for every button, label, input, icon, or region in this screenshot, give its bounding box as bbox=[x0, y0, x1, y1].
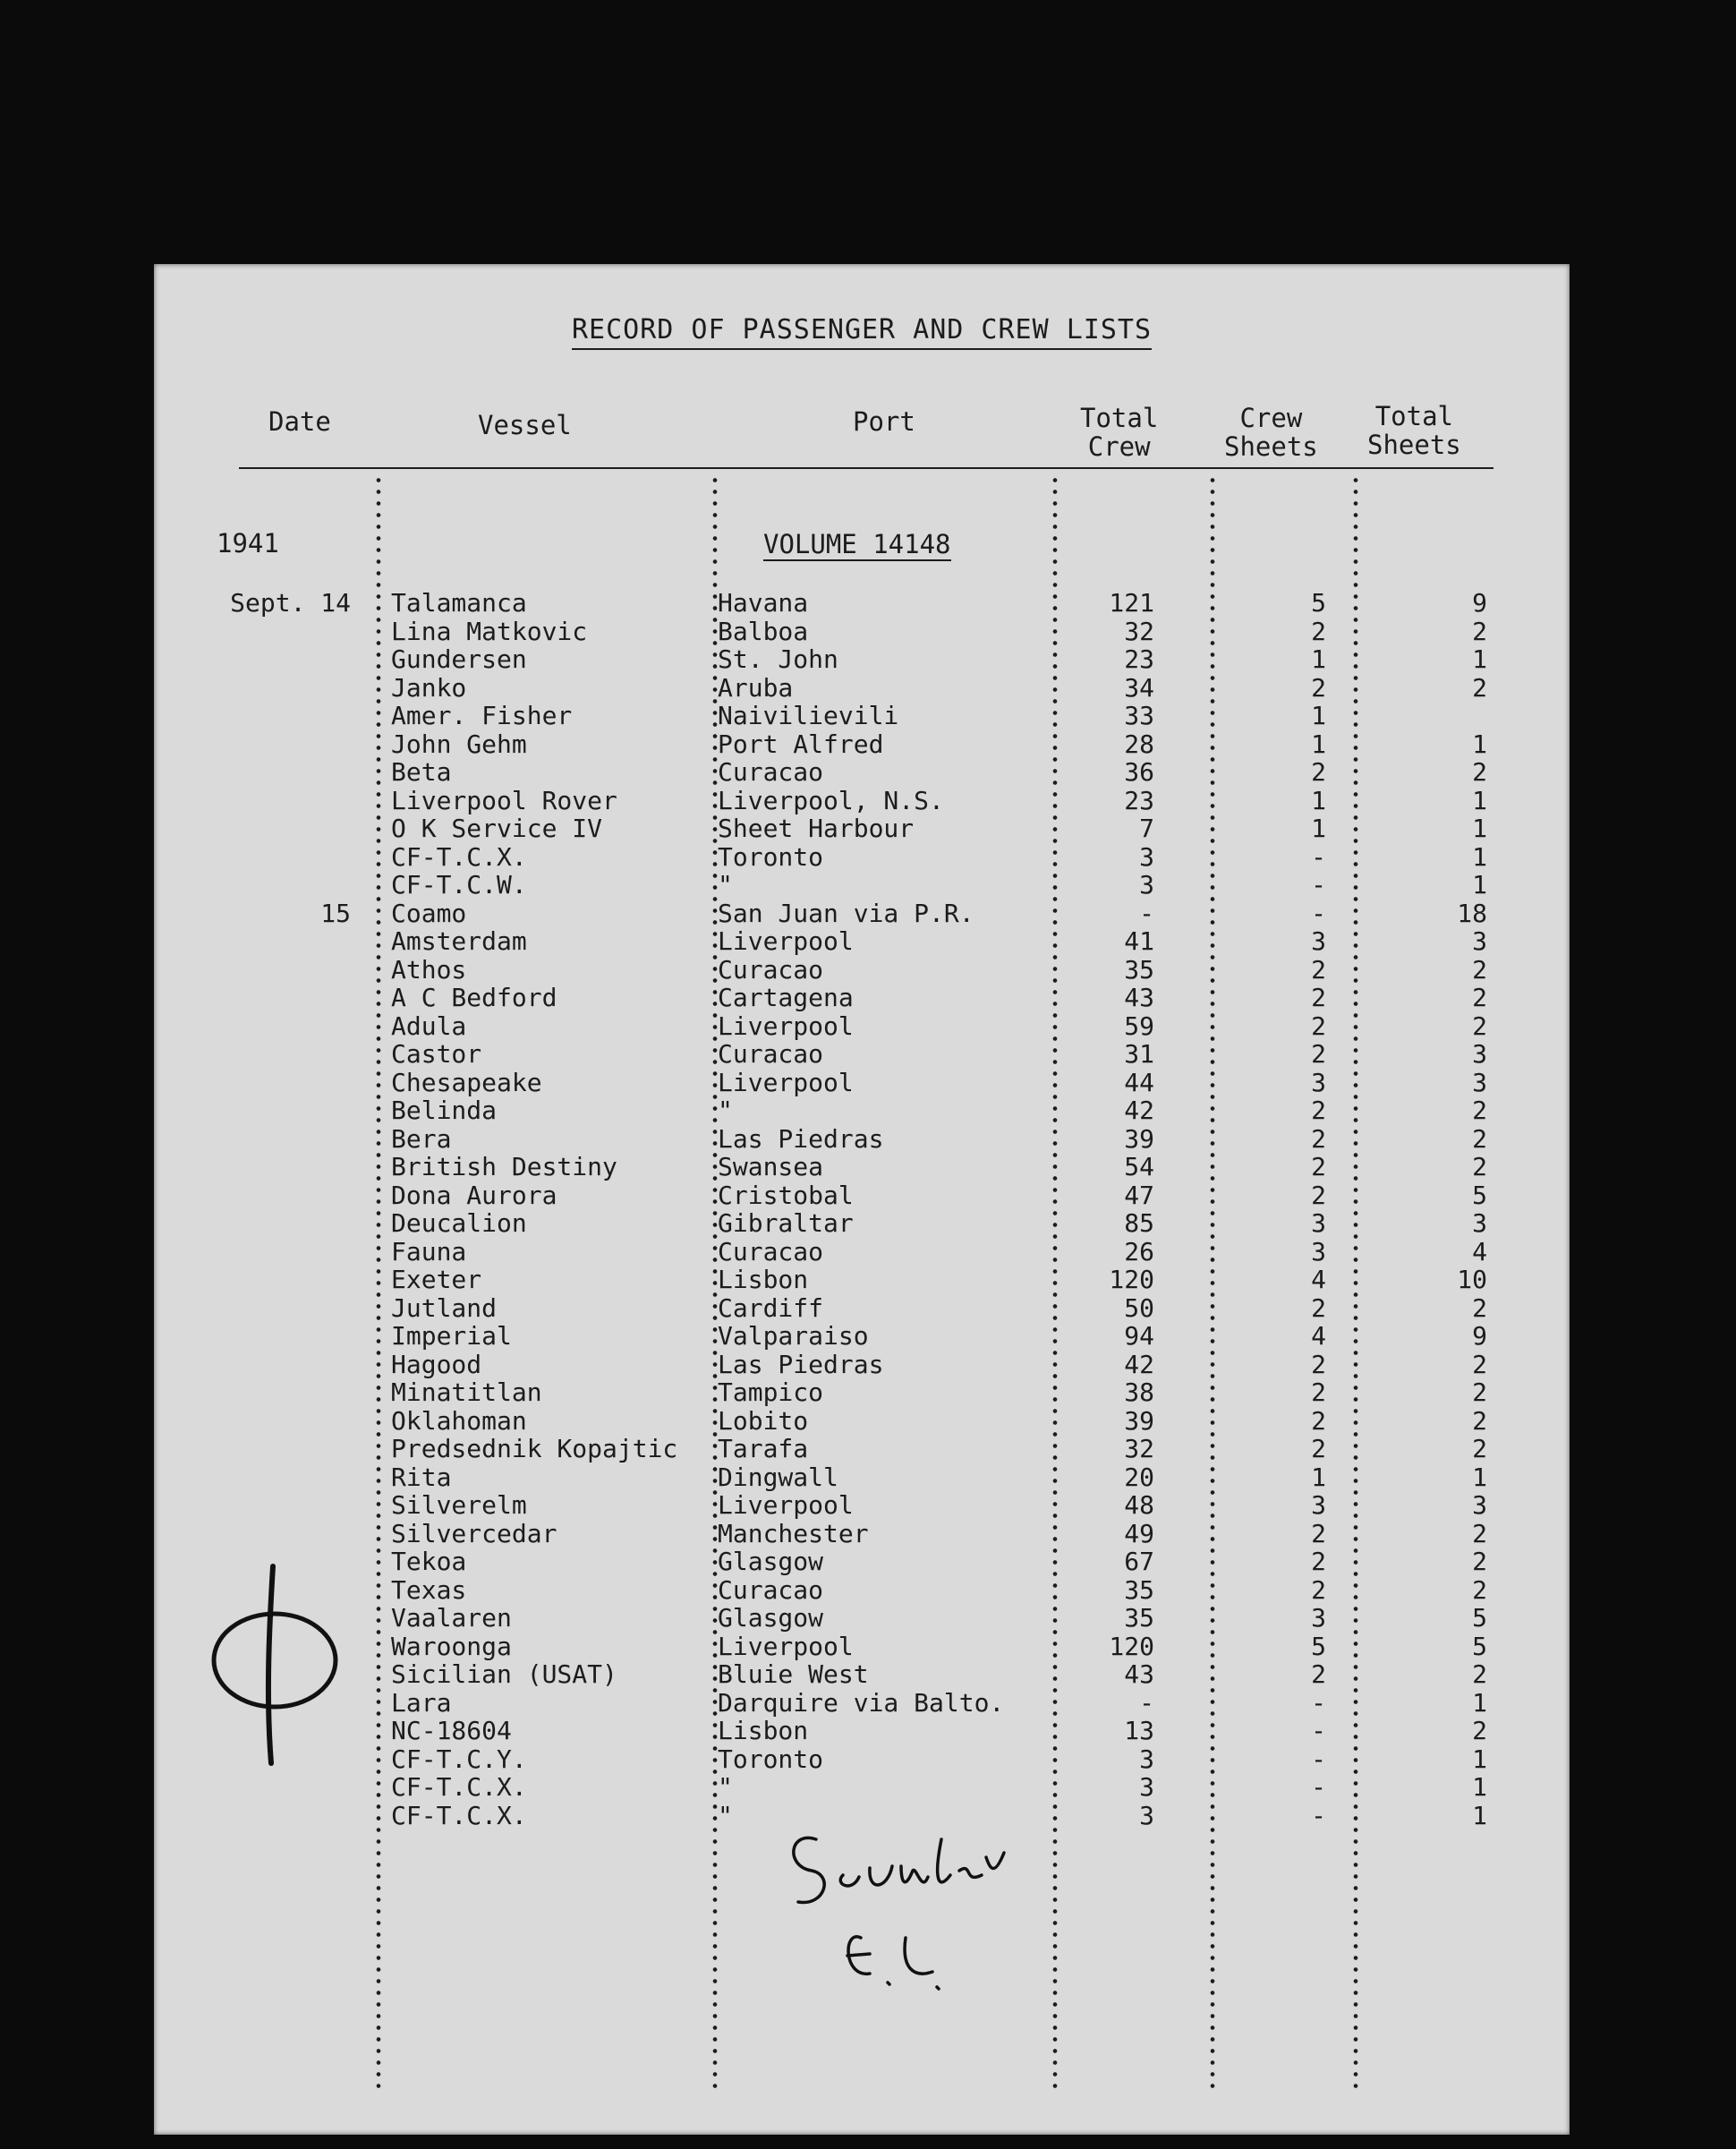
row-crew-sheets: 2 bbox=[1311, 1659, 1326, 1689]
table-row bbox=[154, 927, 1570, 955]
row-vessel: Vaalaren bbox=[391, 1603, 512, 1633]
row-total-sheets: 2 bbox=[1472, 1123, 1487, 1154]
table-row bbox=[154, 1633, 1570, 1660]
table-row bbox=[154, 1773, 1570, 1801]
row-vessel: Lina Matkovic bbox=[391, 616, 588, 646]
row-port: St. John bbox=[718, 644, 838, 674]
row-total-sheets: 2 bbox=[1472, 1518, 1487, 1548]
table-row bbox=[154, 984, 1570, 1011]
row-total-sheets: 9 bbox=[1472, 588, 1487, 618]
row-crew-sheets: 1 bbox=[1311, 644, 1326, 674]
row-port: Cartagena bbox=[718, 983, 854, 1012]
row-port: Curacao bbox=[718, 1236, 824, 1266]
table-row bbox=[154, 1153, 1570, 1181]
row-total-crew: 26 bbox=[1124, 1236, 1154, 1266]
row-crew-sheets: 2 bbox=[1311, 1405, 1326, 1436]
row-total-crew: 94 bbox=[1124, 1321, 1154, 1351]
row-vessel: Belinda bbox=[391, 1096, 498, 1125]
table-row bbox=[154, 1717, 1570, 1744]
row-total-sheets: 1 bbox=[1472, 870, 1487, 900]
table-row bbox=[154, 1576, 1570, 1604]
row-port: Liverpool bbox=[718, 1011, 854, 1041]
row-port: Darquire via Balto. bbox=[718, 1687, 1005, 1718]
row-vessel: Hagood bbox=[391, 1349, 482, 1379]
row-vessel: O K Service IV bbox=[391, 814, 603, 843]
row-total-crew: 44 bbox=[1124, 1067, 1154, 1097]
row-port: Curacao bbox=[718, 1574, 824, 1605]
row-vessel: Janko bbox=[391, 672, 467, 703]
row-vessel: Amsterdam bbox=[391, 926, 527, 956]
row-crew-sheets: 2 bbox=[1311, 1011, 1326, 1041]
row-total-sheets: 2 bbox=[1472, 672, 1487, 703]
row-total-crew: 67 bbox=[1124, 1547, 1154, 1576]
row-total-sheets: 2 bbox=[1472, 1434, 1487, 1463]
row-total-sheets: 2 bbox=[1472, 954, 1487, 985]
row-port: " bbox=[718, 870, 733, 900]
table-row bbox=[154, 1604, 1570, 1632]
row-total-sheets: 5 bbox=[1472, 1180, 1487, 1210]
row-port: Lobito bbox=[718, 1405, 809, 1436]
row-total-sheets: 2 bbox=[1472, 1349, 1487, 1379]
row-port: Tarafa bbox=[718, 1434, 809, 1463]
row-port: Bluie West bbox=[718, 1659, 869, 1689]
row-total-crew: 41 bbox=[1124, 926, 1154, 956]
row-crew-sheets: 1 bbox=[1311, 814, 1326, 843]
row-total-crew: 36 bbox=[1124, 757, 1154, 787]
row-crew-sheets: - bbox=[1311, 870, 1326, 900]
row-vessel: CF-T.C.X. bbox=[391, 1772, 527, 1802]
row-port: Cristobal bbox=[718, 1180, 854, 1210]
row-port: Toronto bbox=[718, 841, 824, 872]
row-total-sheets: 2 bbox=[1472, 616, 1487, 646]
row-vessel: Texas bbox=[391, 1574, 467, 1605]
row-port: Liverpool bbox=[718, 1631, 854, 1661]
row-vessel: Tekoa bbox=[391, 1547, 467, 1576]
table-row bbox=[154, 1491, 1570, 1519]
row-total-sheets: 2 bbox=[1472, 1547, 1487, 1576]
row-port: Cardiff bbox=[718, 1292, 824, 1323]
row-crew-sheets: 2 bbox=[1311, 983, 1326, 1012]
row-total-crew: 32 bbox=[1124, 1434, 1154, 1463]
table-row bbox=[154, 1012, 1570, 1040]
table-row bbox=[154, 1322, 1570, 1350]
row-vessel: Sicilian (USAT) bbox=[391, 1659, 617, 1689]
row-total-crew: 31 bbox=[1124, 1039, 1154, 1069]
row-vessel: Exeter bbox=[391, 1265, 482, 1294]
row-vessel: Talamanca bbox=[391, 588, 527, 618]
row-crew-sheets: - bbox=[1311, 1744, 1326, 1774]
row-total-crew: 42 bbox=[1124, 1096, 1154, 1125]
header-total-crew: Total Crew bbox=[1080, 403, 1159, 462]
row-crew-sheets: 2 bbox=[1311, 1096, 1326, 1125]
row-total-crew: 32 bbox=[1124, 616, 1154, 646]
row-vessel: Imperial bbox=[391, 1321, 512, 1351]
row-total-crew: 47 bbox=[1124, 1180, 1154, 1210]
table-row bbox=[154, 1266, 1570, 1293]
row-crew-sheets: 2 bbox=[1311, 1123, 1326, 1154]
row-port: " bbox=[718, 1772, 733, 1802]
row-total-sheets: 1 bbox=[1472, 1744, 1487, 1774]
row-port: Liverpool, N.S. bbox=[718, 785, 944, 815]
row-total-sheets: 2 bbox=[1472, 1716, 1487, 1745]
row-total-sheets: 1 bbox=[1472, 785, 1487, 815]
row-total-crew: 54 bbox=[1124, 1152, 1154, 1181]
table-row bbox=[154, 814, 1570, 842]
row-crew-sheets: 3 bbox=[1311, 1603, 1326, 1633]
row-total-crew: 35 bbox=[1124, 954, 1154, 985]
table-row bbox=[154, 1181, 1570, 1209]
row-total-sheets: 2 bbox=[1472, 1574, 1487, 1605]
row-vessel: Coamo bbox=[391, 898, 467, 928]
row-vessel: Waroonga bbox=[391, 1631, 512, 1661]
row-vessel: Predsednik Kopajtic bbox=[391, 1434, 678, 1463]
row-vessel: Lara bbox=[391, 1687, 452, 1718]
row-total-sheets: 1 bbox=[1472, 644, 1487, 674]
row-total-sheets: 1 bbox=[1472, 841, 1487, 872]
header-crew-sheets: Crew Sheets bbox=[1224, 403, 1318, 462]
row-total-sheets: 9 bbox=[1472, 1321, 1487, 1351]
row-vessel: British Destiny bbox=[391, 1152, 617, 1181]
row-crew-sheets: 2 bbox=[1311, 757, 1326, 787]
row-port: Curacao bbox=[718, 954, 824, 985]
row-vessel: Deucalion bbox=[391, 1208, 527, 1238]
row-port: Liverpool bbox=[718, 1490, 854, 1520]
row-total-sheets: 2 bbox=[1472, 1096, 1487, 1125]
table-row bbox=[154, 787, 1570, 814]
row-crew-sheets: 2 bbox=[1311, 1039, 1326, 1069]
row-port: Tampico bbox=[718, 1377, 824, 1407]
row-total-sheets: 3 bbox=[1472, 1490, 1487, 1520]
row-total-sheets: 2 bbox=[1472, 757, 1487, 787]
row-total-crew: - bbox=[1139, 1687, 1154, 1718]
row-vessel: Rita bbox=[391, 1462, 452, 1492]
table-row bbox=[154, 1069, 1570, 1096]
row-total-sheets: 18 bbox=[1457, 898, 1487, 928]
row-total-crew: 35 bbox=[1124, 1574, 1154, 1605]
row-vessel: Chesapeake bbox=[391, 1067, 542, 1097]
table-row bbox=[154, 618, 1570, 645]
row-total-sheets: 5 bbox=[1472, 1603, 1487, 1633]
row-total-sheets: 1 bbox=[1472, 1772, 1487, 1802]
row-total-sheets: 2 bbox=[1472, 1405, 1487, 1436]
row-port: Lisbon bbox=[718, 1716, 809, 1745]
row-total-sheets: 3 bbox=[1472, 926, 1487, 956]
row-port: Toronto bbox=[718, 1744, 824, 1774]
row-total-crew: 33 bbox=[1124, 701, 1154, 730]
row-crew-sheets: 2 bbox=[1311, 1180, 1326, 1210]
table-row bbox=[154, 702, 1570, 729]
row-vessel: Gundersen bbox=[391, 644, 527, 674]
row-total-sheets: 4 bbox=[1472, 1236, 1487, 1266]
row-port: Glasgow bbox=[718, 1603, 824, 1633]
row-total-sheets: 2 bbox=[1472, 983, 1487, 1012]
row-total-crew: 3 bbox=[1139, 870, 1154, 900]
row-total-sheets: 2 bbox=[1472, 1011, 1487, 1041]
header-vessel: Vessel bbox=[478, 410, 572, 440]
row-vessel: Athos bbox=[391, 954, 467, 985]
row-crew-sheets: - bbox=[1311, 898, 1326, 928]
row-crew-sheets: - bbox=[1311, 1716, 1326, 1745]
row-total-crew: 85 bbox=[1124, 1208, 1154, 1238]
row-crew-sheets: - bbox=[1311, 1687, 1326, 1718]
row-total-sheets: 3 bbox=[1472, 1067, 1487, 1097]
row-vessel: CF-T.C.X. bbox=[391, 1800, 527, 1830]
row-vessel: Fauna bbox=[391, 1236, 467, 1266]
row-total-sheets: 1 bbox=[1472, 1800, 1487, 1830]
table-row bbox=[154, 1435, 1570, 1463]
table-row bbox=[154, 1548, 1570, 1575]
year-label: 1941 bbox=[217, 528, 279, 559]
table-row bbox=[154, 589, 1570, 617]
row-vessel: Liverpool Rover bbox=[391, 785, 617, 815]
row-vessel: Bera bbox=[391, 1123, 452, 1154]
row-crew-sheets: 3 bbox=[1311, 1236, 1326, 1266]
row-vessel: Oklahoman bbox=[391, 1405, 527, 1436]
row-vessel: Adula bbox=[391, 1011, 467, 1041]
row-port: Curacao bbox=[718, 1039, 824, 1069]
row-total-crew: 23 bbox=[1124, 785, 1154, 815]
volume-label: VOLUME 14148 bbox=[763, 529, 951, 559]
table-row bbox=[154, 1040, 1570, 1068]
row-total-sheets: 5 bbox=[1472, 1631, 1487, 1661]
row-total-sheets: 2 bbox=[1472, 1377, 1487, 1407]
row-total-sheets: 1 bbox=[1472, 1687, 1487, 1718]
row-vessel: Jutland bbox=[391, 1292, 498, 1323]
row-vessel: Castor bbox=[391, 1039, 482, 1069]
row-crew-sheets: 1 bbox=[1311, 785, 1326, 815]
row-port: Liverpool bbox=[718, 1067, 854, 1097]
row-port: Lisbon bbox=[718, 1265, 809, 1294]
row-port: Valparaiso bbox=[718, 1321, 869, 1351]
row-port: Las Piedras bbox=[718, 1123, 884, 1154]
table-row bbox=[154, 871, 1570, 899]
row-total-crew: 50 bbox=[1124, 1292, 1154, 1323]
row-vessel: Minatitlan bbox=[391, 1377, 542, 1407]
row-total-crew: 3 bbox=[1139, 1800, 1154, 1830]
row-vessel: Silverelm bbox=[391, 1490, 527, 1520]
row-total-sheets: 1 bbox=[1472, 1462, 1487, 1492]
row-total-crew: 59 bbox=[1124, 1011, 1154, 1041]
row-total-crew: 3 bbox=[1139, 1744, 1154, 1774]
row-total-crew: 13 bbox=[1124, 1716, 1154, 1745]
header-date: Date bbox=[268, 406, 331, 437]
record-page bbox=[154, 264, 1570, 2135]
row-total-sheets: 1 bbox=[1472, 729, 1487, 759]
row-total-crew: 20 bbox=[1124, 1462, 1154, 1492]
table-row bbox=[154, 1125, 1570, 1153]
row-crew-sheets: 2 bbox=[1311, 672, 1326, 703]
row-total-sheets: 2 bbox=[1472, 1659, 1487, 1689]
row-crew-sheets: 2 bbox=[1311, 616, 1326, 646]
row-vessel: A C Bedford bbox=[391, 983, 557, 1012]
row-total-sheets: 1 bbox=[1472, 814, 1487, 843]
row-total-crew: 120 bbox=[1109, 1631, 1154, 1661]
header-rule bbox=[239, 467, 1493, 469]
row-total-crew: 121 bbox=[1109, 588, 1154, 618]
row-port: Liverpool bbox=[718, 926, 854, 956]
row-date: 15 bbox=[320, 898, 351, 928]
row-port: Gibraltar bbox=[718, 1208, 854, 1238]
row-port: " bbox=[718, 1096, 733, 1125]
row-crew-sheets: 5 bbox=[1311, 588, 1326, 618]
row-port: Naivilievili bbox=[718, 701, 899, 730]
row-crew-sheets: 1 bbox=[1311, 1462, 1326, 1492]
row-port: Las Piedras bbox=[718, 1349, 884, 1379]
row-port: Aruba bbox=[718, 672, 794, 703]
row-total-crew: 7 bbox=[1139, 814, 1154, 843]
row-vessel: NC-18604 bbox=[391, 1716, 512, 1745]
table-row bbox=[154, 730, 1570, 758]
row-total-sheets: 3 bbox=[1472, 1208, 1487, 1238]
row-port: Balboa bbox=[718, 616, 809, 646]
table-row bbox=[154, 645, 1570, 673]
row-crew-sheets: 2 bbox=[1311, 954, 1326, 985]
table-row bbox=[154, 843, 1570, 871]
row-port: Swansea bbox=[718, 1152, 824, 1181]
row-crew-sheets: 2 bbox=[1311, 1434, 1326, 1463]
row-crew-sheets: 2 bbox=[1311, 1518, 1326, 1548]
row-total-crew: 43 bbox=[1124, 983, 1154, 1012]
row-port: " bbox=[718, 1800, 733, 1830]
row-port: Port Alfred bbox=[718, 729, 884, 759]
table-row bbox=[154, 1407, 1570, 1435]
table-row bbox=[154, 1463, 1570, 1491]
page-title: RECORD OF PASSENGER AND CREW LISTS bbox=[154, 314, 1570, 345]
table-row bbox=[154, 1660, 1570, 1688]
table-row bbox=[154, 674, 1570, 702]
table-row bbox=[154, 1238, 1570, 1266]
row-total-crew: 34 bbox=[1124, 672, 1154, 703]
handwritten-mark-icon bbox=[203, 1562, 346, 1768]
row-port: Dingwall bbox=[718, 1462, 838, 1492]
row-total-crew: 43 bbox=[1124, 1659, 1154, 1689]
row-port: Manchester bbox=[718, 1518, 869, 1548]
row-crew-sheets: - bbox=[1311, 841, 1326, 872]
row-vessel: CF-T.C.W. bbox=[391, 870, 527, 900]
handwritten-signature-icon bbox=[780, 1821, 1013, 2000]
table-row bbox=[154, 900, 1570, 927]
row-total-crew: 28 bbox=[1124, 729, 1154, 759]
row-crew-sheets: 4 bbox=[1311, 1265, 1326, 1294]
header-port: Port bbox=[853, 406, 915, 437]
row-crew-sheets: 1 bbox=[1311, 729, 1326, 759]
row-vessel: John Gehm bbox=[391, 729, 527, 759]
row-total-crew: 120 bbox=[1109, 1265, 1154, 1294]
table-row bbox=[154, 1294, 1570, 1322]
row-total-crew: 39 bbox=[1124, 1405, 1154, 1436]
table-row bbox=[154, 1689, 1570, 1717]
table-row bbox=[154, 1209, 1570, 1237]
row-crew-sheets: 2 bbox=[1311, 1152, 1326, 1181]
row-vessel: Amer. Fisher bbox=[391, 701, 573, 730]
row-port: Curacao bbox=[718, 757, 824, 787]
row-crew-sheets: 3 bbox=[1311, 926, 1326, 956]
row-total-crew: 49 bbox=[1124, 1518, 1154, 1548]
row-total-sheets: 2 bbox=[1472, 1152, 1487, 1181]
table-row bbox=[154, 758, 1570, 786]
row-total-crew: 42 bbox=[1124, 1349, 1154, 1379]
table-row bbox=[154, 1520, 1570, 1548]
row-port: San Juan via P.R. bbox=[718, 898, 974, 928]
row-date: Sept. 14 bbox=[230, 588, 351, 618]
row-crew-sheets: 2 bbox=[1311, 1574, 1326, 1605]
row-port: Havana bbox=[718, 588, 809, 618]
table-row bbox=[154, 1096, 1570, 1124]
row-crew-sheets: 5 bbox=[1311, 1631, 1326, 1661]
table-row bbox=[154, 1378, 1570, 1406]
row-total-sheets: 2 bbox=[1472, 1292, 1487, 1323]
row-crew-sheets: - bbox=[1311, 1772, 1326, 1802]
row-vessel: CF-T.C.X. bbox=[391, 841, 527, 872]
row-total-crew: - bbox=[1139, 898, 1154, 928]
row-crew-sheets: 1 bbox=[1311, 701, 1326, 730]
row-total-crew: 3 bbox=[1139, 841, 1154, 872]
row-port: Sheet Harbour bbox=[718, 814, 915, 843]
row-total-sheets: 10 bbox=[1457, 1265, 1487, 1294]
table-row bbox=[154, 1351, 1570, 1378]
row-total-sheets: 3 bbox=[1472, 1039, 1487, 1069]
row-crew-sheets: 2 bbox=[1311, 1547, 1326, 1576]
row-vessel: Beta bbox=[391, 757, 452, 787]
row-vessel: Silvercedar bbox=[391, 1518, 557, 1548]
table-row bbox=[154, 956, 1570, 984]
row-total-crew: 3 bbox=[1139, 1772, 1154, 1802]
row-vessel: CF-T.C.Y. bbox=[391, 1744, 527, 1774]
row-total-crew: 39 bbox=[1124, 1123, 1154, 1154]
table-row bbox=[154, 1745, 1570, 1773]
row-crew-sheets: 2 bbox=[1311, 1292, 1326, 1323]
row-total-crew: 35 bbox=[1124, 1603, 1154, 1633]
row-crew-sheets: 3 bbox=[1311, 1490, 1326, 1520]
row-crew-sheets: - bbox=[1311, 1800, 1326, 1830]
row-crew-sheets: 3 bbox=[1311, 1208, 1326, 1238]
header-total-sheets: Total Sheets bbox=[1367, 401, 1461, 460]
row-vessel: Dona Aurora bbox=[391, 1180, 557, 1210]
row-crew-sheets: 4 bbox=[1311, 1321, 1326, 1351]
row-crew-sheets: 2 bbox=[1311, 1349, 1326, 1379]
row-total-crew: 48 bbox=[1124, 1490, 1154, 1520]
row-crew-sheets: 2 bbox=[1311, 1377, 1326, 1407]
row-total-crew: 23 bbox=[1124, 644, 1154, 674]
row-port: Glasgow bbox=[718, 1547, 824, 1576]
row-total-crew: 38 bbox=[1124, 1377, 1154, 1407]
row-crew-sheets: 3 bbox=[1311, 1067, 1326, 1097]
